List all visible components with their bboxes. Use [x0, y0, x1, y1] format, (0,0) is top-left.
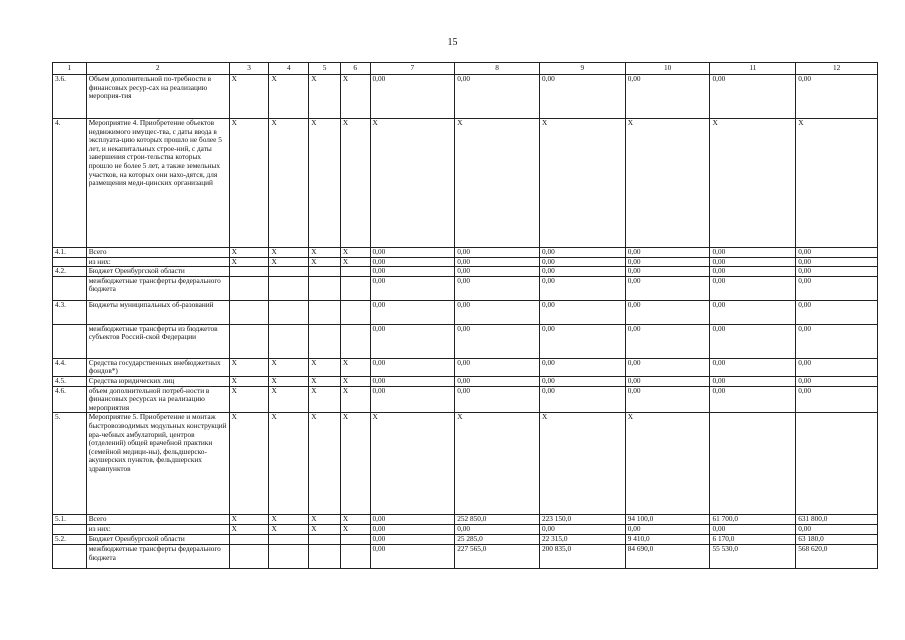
value-cell: 0,00 [370, 324, 455, 358]
value-cell: 0,00 [625, 358, 710, 376]
value-cell: 0,00 [370, 376, 455, 386]
value-cell: 0,00 [370, 75, 455, 119]
row-number-cell: 3.6. [53, 75, 87, 119]
flag-cell: X [309, 358, 341, 376]
row-description-cell: Мероприятие 4. Приобретение объектов недвижимого имущес-тва, с даты ввода в эксплуата-цию которых прошло не более 5 лет, и некапитальных строе-ний, с даты завершения строи-тельства которых прошло не более 5 лет, а также земельных участков, на которых они нахо-дятся, для размещения меди-цинских организаций [86, 119, 229, 248]
row-number-cell: 4.2. [53, 267, 87, 277]
value-cell: 568 620,0 [796, 544, 878, 568]
value-cell: 0,00 [796, 376, 878, 386]
row-description-cell: Бюджет Оренбургской области [86, 534, 229, 544]
flag-cell [309, 300, 341, 324]
row-description-cell: Объем дополнительной по-требности в финансовых ресур-сах на реализацию мероприя-тия [86, 75, 229, 119]
value-cell: 0,00 [710, 267, 796, 277]
table-row [53, 75, 878, 119]
value-cell: 200 835,0 [539, 544, 625, 568]
table-row [53, 534, 878, 544]
flag-cell: X [340, 119, 370, 248]
flag-cell: X [269, 257, 309, 267]
value-cell: 0,00 [796, 386, 878, 413]
row-description-cell: из них: [86, 525, 229, 535]
flag-cell: X [309, 257, 341, 267]
value-cell: 0,00 [710, 257, 796, 267]
table-row [53, 525, 878, 535]
table-row [53, 413, 878, 515]
flag-cell: X [309, 386, 341, 413]
flag-cell: X [229, 257, 269, 267]
row-description-cell: Бюджет Оренбургской области [86, 267, 229, 277]
value-cell: 6 170,0 [710, 534, 796, 544]
flag-cell [269, 324, 309, 358]
row-number-cell: 4.1. [53, 248, 87, 258]
value-cell: 0,00 [539, 376, 625, 386]
value-cell [710, 413, 796, 515]
value-cell: X [455, 413, 540, 515]
value-cell: 0,00 [539, 257, 625, 267]
value-cell: 0,00 [455, 75, 540, 119]
column-header: 9 [539, 63, 625, 75]
value-cell: 0,00 [710, 300, 796, 324]
value-cell: X [625, 119, 710, 248]
row-number-cell: 5.1. [53, 515, 87, 525]
value-cell: 0,00 [539, 300, 625, 324]
flag-cell [229, 324, 269, 358]
value-cell: 0,00 [370, 248, 455, 258]
flag-cell: X [340, 413, 370, 515]
budget-table [52, 62, 878, 569]
value-cell: 223 150,0 [539, 515, 625, 525]
flag-cell: X [269, 515, 309, 525]
row-number-cell [53, 525, 87, 535]
value-cell: 0,00 [710, 248, 796, 258]
flag-cell: X [309, 75, 341, 119]
value-cell: 0,00 [455, 358, 540, 376]
table-row [53, 358, 878, 376]
flag-cell: X [340, 525, 370, 535]
column-header: 5 [309, 63, 341, 75]
row-number-cell [53, 544, 87, 568]
row-number-cell [53, 276, 87, 300]
flag-cell: X [309, 515, 341, 525]
flag-cell: X [229, 75, 269, 119]
table-row [53, 515, 878, 525]
flag-cell [269, 300, 309, 324]
table-row [53, 300, 878, 324]
table-row [53, 276, 878, 300]
flag-cell [309, 267, 341, 277]
flag-cell: X [269, 413, 309, 515]
row-description-cell: Всего [86, 515, 229, 525]
table-row [53, 324, 878, 358]
value-cell: 0,00 [539, 248, 625, 258]
row-description-cell: межбюджетные трансферты федерального бюджета [86, 276, 229, 300]
value-cell: 0,00 [796, 525, 878, 535]
row-description-cell: Средства юридических лиц [86, 376, 229, 386]
row-number-cell: 4.3. [53, 300, 87, 324]
column-header: 6 [340, 63, 370, 75]
value-cell: X [539, 119, 625, 248]
flag-cell [340, 544, 370, 568]
flag-cell: X [269, 358, 309, 376]
flag-cell: X [269, 119, 309, 248]
value-cell: 0,00 [455, 257, 540, 267]
value-cell: 0,00 [710, 525, 796, 535]
value-cell: 0,00 [370, 358, 455, 376]
value-cell: 631 800,0 [796, 515, 878, 525]
value-cell: 0,00 [796, 248, 878, 258]
flag-cell [229, 300, 269, 324]
flag-cell [229, 544, 269, 568]
value-cell: 0,00 [710, 386, 796, 413]
table-row [53, 376, 878, 386]
column-header: 2 [86, 63, 229, 75]
flag-cell [340, 534, 370, 544]
value-cell: 227 565,0 [455, 544, 540, 568]
flag-cell: X [340, 376, 370, 386]
value-cell: 0,00 [625, 276, 710, 300]
page-number: 15 [447, 37, 458, 48]
flag-cell: X [309, 376, 341, 386]
value-cell: 0,00 [625, 376, 710, 386]
value-cell: 0,00 [796, 358, 878, 376]
column-header: 11 [710, 63, 796, 75]
value-cell: 0,00 [370, 525, 455, 535]
flag-cell [309, 324, 341, 358]
column-header: 3 [229, 63, 269, 75]
flag-cell [309, 276, 341, 300]
table-header-row [53, 63, 878, 75]
flag-cell: X [269, 248, 309, 258]
flag-cell [229, 267, 269, 277]
value-cell: X [796, 119, 878, 248]
flag-cell: X [229, 386, 269, 413]
value-cell: 0,00 [539, 75, 625, 119]
row-number-cell [53, 257, 87, 267]
flag-cell: X [309, 119, 341, 248]
flag-cell: X [229, 358, 269, 376]
value-cell: X [539, 413, 625, 515]
flag-cell: X [269, 386, 309, 413]
value-cell: 0,00 [455, 276, 540, 300]
value-cell: 0,00 [455, 386, 540, 413]
value-cell: 0,00 [455, 324, 540, 358]
value-cell: 0,00 [796, 300, 878, 324]
value-cell: 0,00 [625, 267, 710, 277]
flag-cell [229, 276, 269, 300]
value-cell: 0,00 [625, 386, 710, 413]
value-cell: 0,00 [539, 276, 625, 300]
value-cell: 25 285,0 [455, 534, 540, 544]
value-cell: 55 530,0 [710, 544, 796, 568]
value-cell: 0,00 [455, 525, 540, 535]
value-cell: 0,00 [370, 515, 455, 525]
table-row [53, 119, 878, 248]
flag-cell: X [340, 386, 370, 413]
value-cell: 0,00 [625, 75, 710, 119]
value-cell: 0,00 [625, 248, 710, 258]
flag-cell [309, 534, 341, 544]
flag-cell: X [229, 413, 269, 515]
value-cell: 0,00 [370, 534, 455, 544]
value-cell: 0,00 [710, 75, 796, 119]
flag-cell: X [229, 376, 269, 386]
column-header: 10 [625, 63, 710, 75]
value-cell: 0,00 [625, 300, 710, 324]
value-cell: 0,00 [796, 267, 878, 277]
value-cell: 0,00 [625, 257, 710, 267]
flag-cell: X [340, 75, 370, 119]
flag-cell [340, 300, 370, 324]
value-cell: 9 410,0 [625, 534, 710, 544]
value-cell: 0,00 [796, 75, 878, 119]
row-description-cell: Всего [86, 248, 229, 258]
flag-cell [269, 534, 309, 544]
table-row [53, 386, 878, 413]
value-cell: 0,00 [455, 267, 540, 277]
row-description-cell: межбюджетные трансферты из бюджетов субъектов Россий-ской Федерации [86, 324, 229, 358]
value-cell: 0,00 [710, 324, 796, 358]
table-row [53, 544, 878, 568]
flag-cell [229, 534, 269, 544]
value-cell: 0,00 [539, 324, 625, 358]
row-number-cell: 4. [53, 119, 87, 248]
flag-cell [269, 267, 309, 277]
value-cell: 0,00 [796, 324, 878, 358]
value-cell: X [625, 413, 710, 515]
column-header: 8 [455, 63, 540, 75]
value-cell: 0,00 [539, 525, 625, 535]
value-cell: 0,00 [625, 324, 710, 358]
flag-cell [309, 544, 341, 568]
value-cell: 61 700,0 [710, 515, 796, 525]
value-cell: 0,00 [710, 276, 796, 300]
flag-cell [340, 267, 370, 277]
flag-cell: X [269, 75, 309, 119]
row-number-cell: 5. [53, 413, 87, 515]
flag-cell [269, 544, 309, 568]
value-cell: 84 690,0 [625, 544, 710, 568]
value-cell: 0,00 [370, 544, 455, 568]
value-cell: X [370, 119, 455, 248]
value-cell: 94 100,0 [625, 515, 710, 525]
row-number-cell: 4.6. [53, 386, 87, 413]
table-row [53, 267, 878, 277]
flag-cell: X [229, 525, 269, 535]
row-description-cell: Бюджеты муниципальных об-разований [86, 300, 229, 324]
value-cell: 22 315,0 [539, 534, 625, 544]
flag-cell: X [340, 358, 370, 376]
value-cell: 0,00 [455, 300, 540, 324]
flag-cell: X [309, 525, 341, 535]
value-cell: 0,00 [455, 248, 540, 258]
row-description-cell: из них: [86, 257, 229, 267]
flag-cell: X [229, 248, 269, 258]
flag-cell: X [340, 248, 370, 258]
flag-cell: X [309, 413, 341, 515]
value-cell: 0,00 [796, 276, 878, 300]
value-cell: 0,00 [710, 376, 796, 386]
value-cell: 0,00 [370, 386, 455, 413]
flag-cell: X [269, 376, 309, 386]
row-number-cell: 4.5. [53, 376, 87, 386]
value-cell: 0,00 [370, 276, 455, 300]
value-cell: 0,00 [455, 376, 540, 386]
value-cell: 252 850,0 [455, 515, 540, 525]
table-row [53, 248, 878, 258]
flag-cell: X [269, 525, 309, 535]
value-cell: 63 180,0 [796, 534, 878, 544]
flag-cell: X [229, 119, 269, 248]
value-cell: 0,00 [370, 257, 455, 267]
row-description-cell: Мероприятие 5. Приобретение и монтаж быстровозводимых модульных конструкций вра-чебных амбулаторий, центров (отделений) общей врачебной практики (семейной медици-ны), фельдшерско-акушерских пунктов, фельдшерских здравпунктов [86, 413, 229, 515]
value-cell: X [455, 119, 540, 248]
column-header: 7 [370, 63, 455, 75]
row-number-cell [53, 324, 87, 358]
value-cell: 0,00 [539, 386, 625, 413]
value-cell: X [370, 413, 455, 515]
column-header: 1 [53, 63, 87, 75]
value-cell: 0,00 [539, 358, 625, 376]
value-cell [796, 413, 878, 515]
row-description-cell: межбюджетные трансферты федерального бюджета [86, 544, 229, 568]
value-cell: 0,00 [710, 358, 796, 376]
value-cell: 0,00 [796, 257, 878, 267]
flag-cell [340, 276, 370, 300]
row-description-cell: объем дополнительной потреб-ности в финансовых ресурсах на реализацию мероприятия [86, 386, 229, 413]
column-header: 12 [796, 63, 878, 75]
value-cell: 0,00 [370, 300, 455, 324]
row-description-cell: Средства государственных внебюджетных фондов*) [86, 358, 229, 376]
flag-cell: X [340, 257, 370, 267]
row-number-cell: 4.4. [53, 358, 87, 376]
flag-cell: X [309, 248, 341, 258]
row-number-cell: 5.2. [53, 534, 87, 544]
flag-cell: X [229, 515, 269, 525]
flag-cell: X [340, 515, 370, 525]
table-row [53, 257, 878, 267]
value-cell: 0,00 [625, 525, 710, 535]
value-cell: 0,00 [539, 267, 625, 277]
column-header: 4 [269, 63, 309, 75]
flag-cell [269, 276, 309, 300]
value-cell: 0,00 [370, 267, 455, 277]
value-cell: X [710, 119, 796, 248]
flag-cell [340, 324, 370, 358]
